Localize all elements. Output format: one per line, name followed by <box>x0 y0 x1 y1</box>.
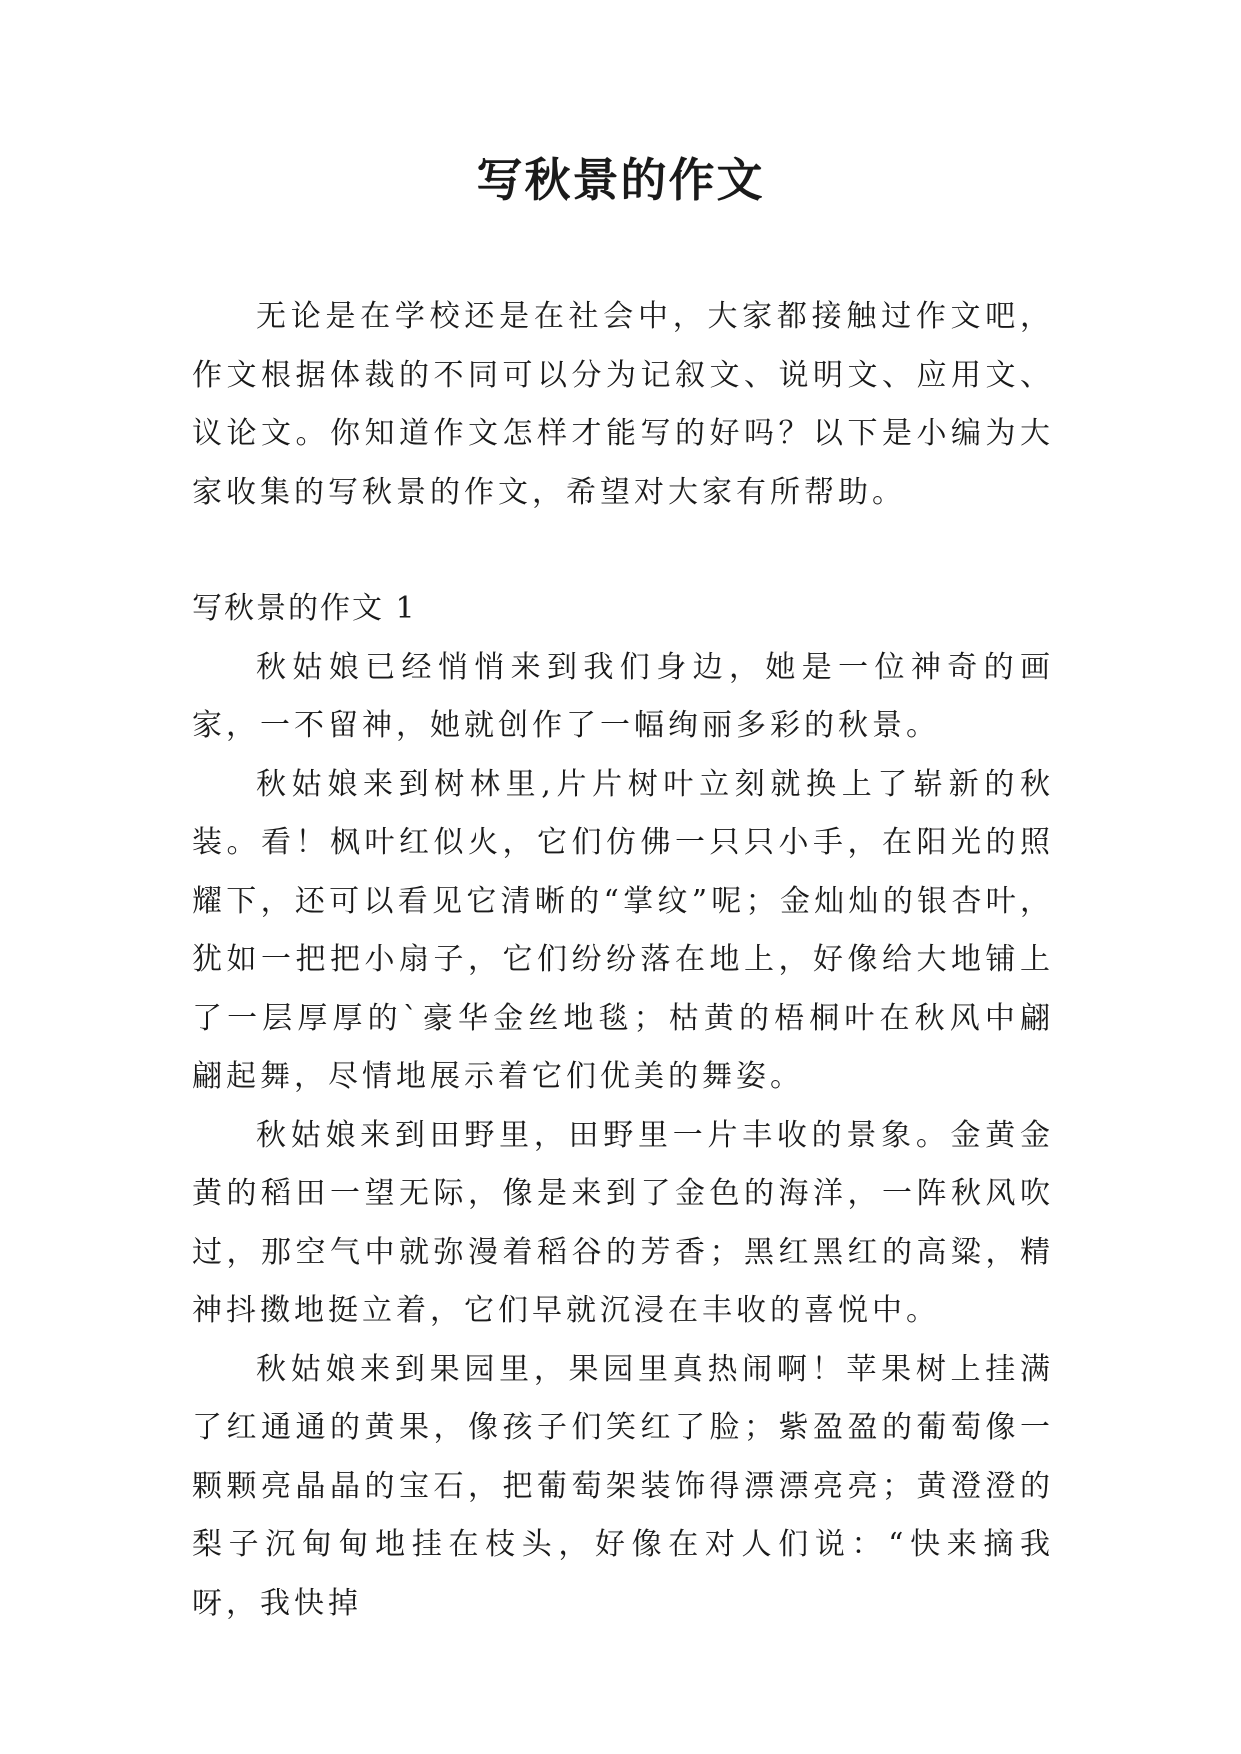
body-paragraph-2: 秋姑娘来到树林里,片片树叶立刻就换上了崭新的秋装。看！枫叶红似火，它们仿佛一只只小手，在阳光的照耀下，还可以看见它清晰的“掌纹”呢；金灿灿的银杏叶，犹如一把把小扇子，它们纷纷落在地上，好像给大地铺上了一层厚厚的`豪华金丝地毯；枯黄的梧桐叶在秋风中翩翩起舞，尽情地展示着它们优美的舞姿。 <box>192 766 1054 1094</box>
document-body <box>192 288 1054 1633</box>
document-title: 写秋景的作文 <box>476 153 765 207</box>
body-paragraph-4: 秋姑娘来到果园里，果园里真热闹啊！苹果树上挂满了红通通的黄果，像孩子们笑红了脸；紫盈盈的葡萄像一颗颗亮晶晶的宝石，把葡萄架装饰得漂漂亮亮；黄澄澄的梨子沉甸甸地挂在枝头，好像在对人们说：“快来摘我呀，我快掉 <box>192 1351 1054 1621</box>
body-paragraph-1: 秋姑娘已经悄悄来到我们身边，她是一位神奇的画家，一不留神，她就创作了一幅绚丽多彩的秋景。 <box>192 649 1054 743</box>
body-paragraph-3: 秋姑娘来到田野里，田野里一片丰收的景象。金黄金黄的稻田一望无际，像是来到了金色的海洋，一阵秋风吹过，那空气中就弥漫着稻谷的芳香；黑红黑红的高粱，精神抖擞地挺立着，它们早就沉浸在丰收的喜悦中。 <box>192 1117 1054 1328</box>
intro-paragraph: 无论是在学校还是在社会中，大家都接触过作文吧，作文根据体裁的不同可以分为记叙文、说明文、应用文、议论文。你知道作文怎样才能写的好吗？以下是小编为大家收集的写秋景的作文，希望对大家有所帮助。 <box>192 299 1054 510</box>
section-heading: 写秋景的作文 1 <box>192 591 417 626</box>
